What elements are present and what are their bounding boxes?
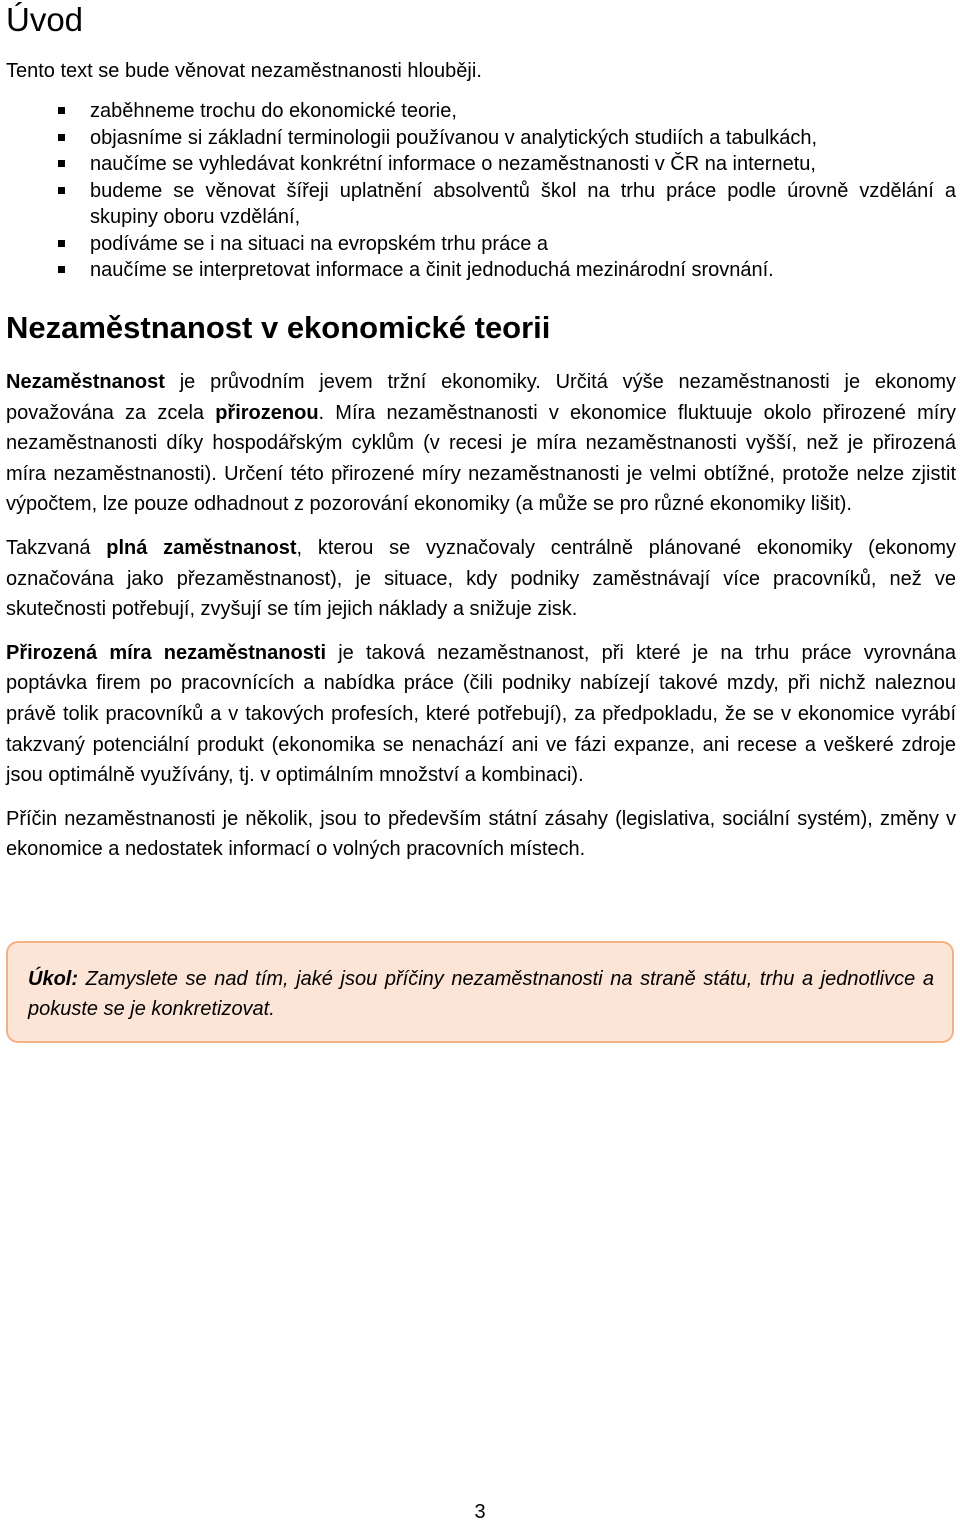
- list-item: podíváme se i na situaci na evropském trhu práce a: [6, 231, 956, 258]
- term-natural: přirozenou: [215, 401, 319, 424]
- list-item: naučíme se interpretovat informace a činit jednoduchá mezinárodní srovnání.: [6, 257, 956, 284]
- list-item: budeme se věnovat šířeji uplatnění absolventů škol na trhu práce podle úrovně vzdělání a skupiny oboru vzdělání,: [6, 178, 956, 231]
- term-natural-rate: Přirozená míra nezaměstnanosti: [6, 641, 327, 664]
- task-text: [28, 964, 934, 1024]
- paragraph-full-employment: [6, 533, 956, 625]
- term-unemployment: Nezaměstnanost: [6, 371, 165, 393]
- task-box: [6, 941, 954, 1043]
- list-item: zaběhneme trochu do ekonomické teorie,: [6, 98, 956, 125]
- paragraph-text: . Míra nezaměstnanosti v ekonomice fluktuuje okolo přirozené míry nezaměstnanosti díky hospodářským cyklům (v recesi je míra nezaměstnanosti vyšší, než je přirozená míra nezaměstnanosti). Určení této přirozené míry nezaměstnanosti je velmi obtížné, protože nelze zjistit výpočtem, lze pouze odhadnout z pozorování ekonomiky (a může se pro různé ekonomiky lišit).: [6, 401, 956, 516]
- paragraph-text: Takzvaná: [6, 536, 107, 559]
- task-body: Zamyslete se nad tím, jaké jsou příčiny nezaměstnanosti na straně státu, trhu a jednotlivce a pokuste se je konkretizovat.: [28, 968, 934, 1020]
- paragraph-natural-rate: [6, 638, 956, 791]
- intro-lead: Tento text se bude věnovat nezaměstnanosti hlouběji.: [6, 60, 482, 82]
- paragraph-text: , kterou se vyznačovaly centrálně plánované ekonomiky (ekonomy označována jako přezaměstnanost), je situace, kdy podniky zaměstnávají více pracovníků, než ve skutečnosti potřebují, zvyšují se tím jejich náklady a snižuje zisk.: [6, 536, 956, 621]
- section-heading: Nezaměstnanost v ekonomické teorii: [6, 310, 551, 345]
- paragraph-text: je taková nezaměstnanost, při které je na trhu práce vyrovnána poptávka firem po pracovnících a nabídka práce (čili podniky nabízejí takové mzdy, při nichž naleznou právě tolik pracovníků a v takových profesích, které potřebují), za předpokladu, že se v ekonomice vyrábí takzvaný potenciální produkt (ekonomika se nenachází ani ve fázi expanze, ani recese a veškeré zdroje jsou optimálně využívány, tj. v optimálním množství a kombinaci).: [6, 641, 956, 787]
- list-item: objasníme si základní terminologii používanou v analytických studiích a tabulkách,: [6, 125, 956, 152]
- page-number: 3: [474, 1501, 486, 1523]
- chapter-title: Úvod: [6, 1, 84, 38]
- paragraph-definition: [6, 367, 956, 520]
- section-body: [6, 367, 956, 878]
- list-item: naučíme se vyhledávat konkrétní informace o nezaměstnanosti v ČR na internetu,: [6, 151, 956, 178]
- goals-list: [6, 98, 956, 284]
- term-full-employment: plná zaměstnanost: [106, 536, 297, 559]
- task-label: Úkol:: [28, 968, 78, 990]
- paragraph-causes: Příčin nezaměstnanosti je několik, jsou to především státní zásahy (legislativa, sociální systém), změny v ekonomice a nedostatek informací o volných pracovních místech.: [6, 807, 956, 861]
- paragraph-text: je průvodním jevem tržní ekonomiky. Určitá výše nezaměstnanosti je ekonomy považována za zcela: [6, 371, 956, 424]
